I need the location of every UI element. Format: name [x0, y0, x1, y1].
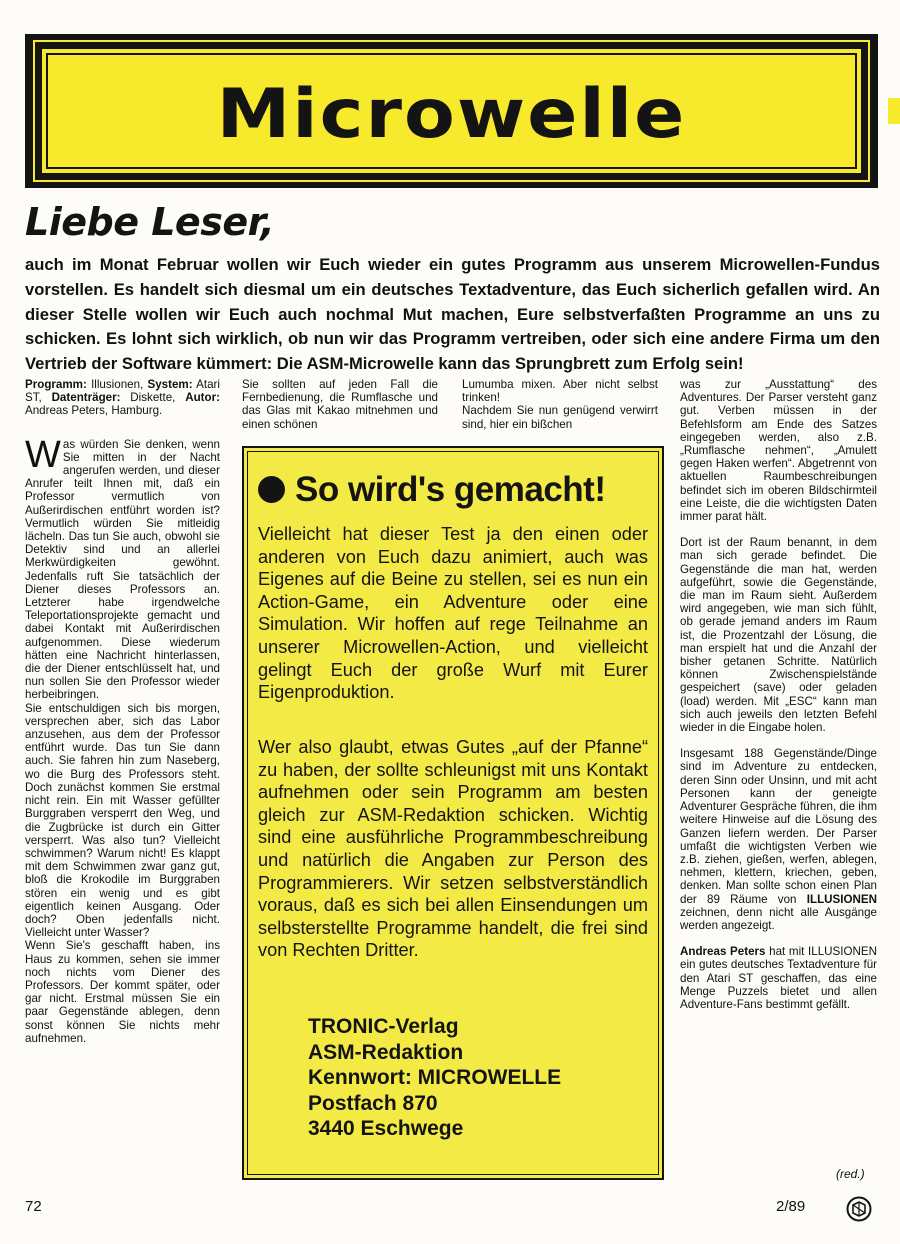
article-text: zeichnen, denn nicht alle Ausgänge werden angezeigt. [680, 905, 877, 932]
article-text: as würden Sie denken, wenn Sie mitten in der Nacht angerufen werden, und dieser Anrufer teilt Ihnen mit, daß ein Professor vermutlich von Außerirdischen entführt worden ist? Vermutlich würden Sie mitleidig lächeln. Das tun Sie auch, obwohl sie Detektiv sind und an allerlei Merkwürdigkeiten gewöhnt. Jedenfalls ruft Sie tatsächlich der Diener dieses Professors an. Letzterer habe irgendwelche Teleportationsprojekte gemacht und dabei Kontakt mit Außerirdischen aufgenommen. Diese wiederum hätten eine Nachricht hinterlassen, die der Diener entschlüsselt hat, und nun sollen Sie den Professor wieder herbeibringen. [25, 437, 220, 702]
article-column-3 [462, 378, 658, 431]
address-line: 3440 Eschwege [308, 1117, 464, 1141]
article-paragraph [680, 945, 877, 1011]
datentraeger-label: Datenträger: [51, 391, 121, 405]
article-text: hat mit ILLUSIONEN ein gutes deutsches Textadventure für den Atari ST geschaffen, das eine Menge Puzzels bietet und allen Adventure-Fans bestimmt gefällt. [680, 945, 877, 1011]
box-heading-text: So wird's gemacht! [295, 470, 606, 509]
programm-label: Programm: [25, 378, 87, 391]
autor-value: Andreas Peters, Hamburg. [25, 404, 163, 418]
editor-signature: (red.) [836, 1167, 865, 1181]
datentraeger-value: Diskette, [130, 391, 176, 405]
magazine-logo-icon [846, 1196, 872, 1222]
autor-label: Autor: [185, 391, 220, 405]
article-column-4 [680, 378, 877, 1011]
article-column-1 [25, 378, 220, 1045]
article-paragraph: was zur „Ausstattung“ des Adventures. Der Parser versteht ganz gut. Verben müssen in der Befehlsform am Ende des Satzes eingegeben werden, also z.B. „Rumflasche nehmen“, „Amulett gegen Haken werfen“. Abgetrennt von aktuellen Raumbeschreibungen befindet sich im oberen Bildschirmteil eine Leiste, die die wichtigsten Daten immer parat hält. [680, 378, 877, 524]
box-heading [258, 470, 606, 510]
mailing-address [308, 1014, 561, 1142]
article-paragraph: Lumumba mixen. Aber nicht selbst trinken! [462, 378, 658, 405]
bullet-icon [258, 476, 285, 503]
box-paragraph-1: Vielleicht hat dieser Test ja den einen oder anderen von Euch dazu animiert, auch was Eigenes auf die Beine zu stellen, sei es nun ein Action-Game, ein Adventure oder eine Simulation. Wir hoffen auf rege Teilnahme an unserer Microwellen-Action, und vielleicht gelingt Euch der große Wurf mit Eurer Eigenproduktion. [258, 524, 648, 703]
article-paragraph: Nachdem Sie nun genügend verwirrt sind, hier ein bißchen [462, 404, 658, 431]
page-number: 72 [25, 1198, 42, 1215]
page-headline: Liebe Leser, [25, 200, 275, 244]
programm-value: Illusionen, [91, 378, 144, 391]
article-paragraph [680, 747, 877, 932]
address-line: Kennwort: MICROWELLE [308, 1066, 562, 1090]
article-paragraph: Sie entschuldigen sich bis morgen, versprechen aber, sich das Labor anzusehen, aus dem der Professor entführt wurde. Das tun Sie dann auch. Sie fahren hin zum Naseberg, wo die Burg des Professors steht. Doch zunächst kommen Sie erstmal nicht rein. Ein mit Wasser gefüllter Burggraben versperrt den Weg, und die Zugbrücke ist durch ein Gitter versperrt. Was also tun? Vielleicht schwimmen? Warum nicht! Es klappt mit dem Schwimmen zwar ganz gut, bloß die Krokodile im Burggraben stören ein wenig und es gibt eigentlich keinen Ausgang. Oder doch? Oben jedenfalls nicht. Vielleicht unter Wasser? [25, 701, 220, 940]
article-paragraph: Dort ist der Raum benannt, in dem man sich gerade befindet. Die Gegenstände die man hat, werden aufgeführt, sowie die Gegenstände, die man im Raum sieht. Außerdem wird angegeben, wie man sich fühlt, ob gerade jemand anders im Raum ist, die Prozentzahl der Lösung, die man erspielt hat und die Anzahl der bisher getanen Schritte. Natürlich können Zwischenspielstände gespeichert (save) oder geladen (load) werden. Mit „ESC“ kann man sich auch jeweils den letzten Befehl wieder in die Eingabe holen. [680, 536, 877, 735]
program-info [25, 378, 220, 418]
article-paragraph: Sie sollten auf jeden Fall die Fernbedienung, die Rumflasche und das Glas mit Kakao mitnehmen und einen schönen [242, 378, 438, 431]
page-edge-tab [888, 98, 900, 124]
system-label: System: [147, 378, 193, 391]
address-line: Postfach 870 [308, 1091, 438, 1115]
intro-paragraph: auch im Monat Februar wollen wir Euch wieder ein gutes Programm aus unserem Microwellen-Fundus vorstellen. Es handelt sich diesmal um ein deutsches Textadventure, das Euch sicherlich gefallen wird. An dieser Stelle wollen wir Euch auch nochmal Mut machen, Eure selbstverfaßten Programme an uns zu schicken. Es lohnt sich wirklich, ob nun wir das Programm vertreiben, oder sich eine andere Firma um den Vertrieb der Software kümmert: Die ASM-Microwelle kann das Sprungbrett zum Erfolg sein! [25, 255, 880, 374]
article-paragraph: Wenn Sie's geschafft haben, ins Haus zu kommen, sehen sie immer noch nichts vom Diener des Professors. Der kommt später, oder gar nicht. Erstmal müssen Sie ein paar Gegenstände ablegen, denn sonst können Sie nichts mehr aufnehmen. [25, 939, 220, 1045]
game-title-mention: ILLUSIONEN [806, 892, 877, 906]
submission-box [242, 446, 664, 1180]
banner-panel [39, 46, 864, 176]
drop-cap: W [25, 433, 61, 476]
banner-title: Microwelle [216, 74, 687, 154]
article-paragraph [25, 433, 220, 702]
address-line: ASM-Redaktion [308, 1040, 464, 1064]
article-text: Insgesamt 188 Gegenstände/Dinge sind im Adventure zu entdecken, deren Sinn oder Unsinn, und mit acht Personen kann der geneigte Adventurer Gespräche führen, die ihm weitere Hinweise auf die Lösung des Ganzen liefern werden. Der Parser umfaßt die wichtigsten Verben wie z.B. ziehen, gießen, werfen, ablegen, nehmen, klettern, kriechen, geben, denken. Man sollte schon einen Plan der 89 Räume von [680, 747, 877, 906]
box-paragraph-2: Wer also glaubt, etwas Gutes „auf der Pfanne“ zu haben, der sollte schleunigst mit uns Kontakt aufnehmen oder sein Programm am besten gleich zur ASM-Redaktion schicken. Wichtig sind eine ausführliche Programmbeschreibung und natürlich die Angaben zur Person des Programmierers. Wir setzen selbstverständlich voraus, daß es sich bei allen Einsendungen um selbsterstellte Programme handelt, die frei sind von Rechten Dritter. [258, 737, 648, 961]
issue-number: 2/89 [776, 1198, 806, 1215]
article-column-2 [242, 378, 438, 431]
title-banner [25, 34, 878, 188]
system-value: Atari ST, [25, 378, 220, 405]
address-line: TRONIC-Verlag [308, 1015, 459, 1038]
author-name: Andreas Peters [680, 945, 766, 959]
